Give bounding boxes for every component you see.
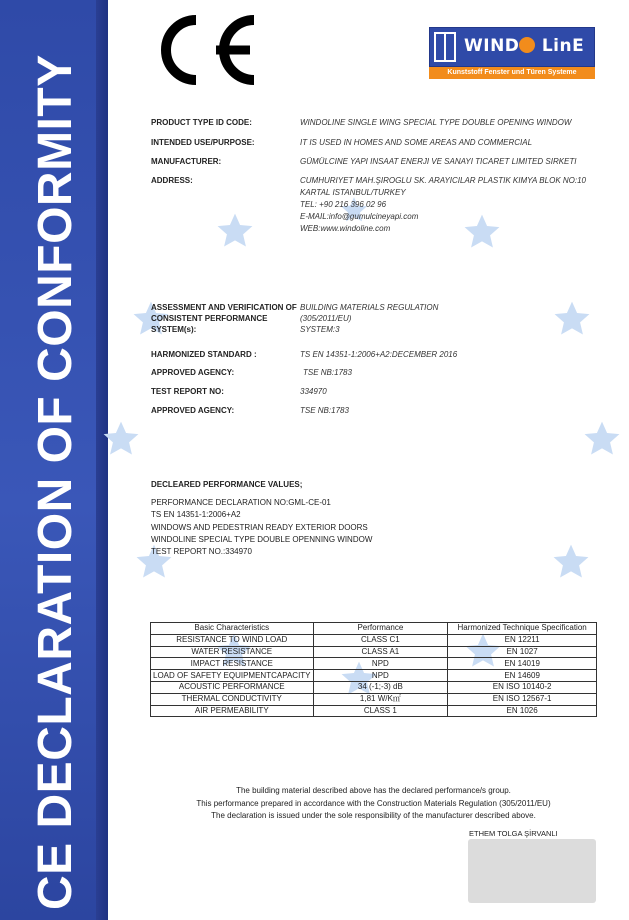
table-cell: AIR PERMEABILITY [151,705,314,717]
table-row [151,646,597,658]
performance-table [150,622,597,717]
footer-line: The building material described above has the declared performance/s group. [236,786,511,795]
table-cell: THERMAL CONDUCTIVITY [151,693,314,705]
table-cell: EN 1026 [448,705,597,717]
assessment-label-1: ASSESSMENT AND VERIFICATION OF [151,303,297,312]
test-report-label: TEST REPORT NO: [151,387,224,396]
table-row [151,634,597,646]
windoline-logo [429,27,595,79]
window-icon [434,32,456,62]
table-cell: EN 12211 [448,634,597,646]
declared-lines [151,497,372,558]
side-title: CE DECLARATION OF CONFORMITY [29,54,82,910]
table-cell: WATER RESISTANCE [151,646,314,658]
table-cell: EN 14019 [448,658,597,670]
intended-use-label: INTENDED USE/PURPOSE: [151,138,255,147]
table-row [151,681,597,693]
declared-heading: DECLEARED PERFORMANCE VALUES; [151,480,303,489]
test-report-value: 334970 [300,387,327,396]
side-band [0,0,108,920]
logo-box [429,27,595,67]
table-cell: EN ISO 12567-1 [448,693,597,705]
footer-line: The declaration is issued under the sole responsibility of the manufacturer described above. [211,811,536,820]
assessment-label-3: SYSTEM(s): [151,325,197,334]
type-id-label: PRODUCT TYPE ID CODE: [151,118,252,127]
address-line1: CUMHURIYET MAH.ŞIROGLU SK. ARAYICILAR PLASTIK KIMYA BLOK NO:10 [300,176,586,185]
table-cell: ACOUSTIC PERFORMANCE [151,681,314,693]
manufacturer-value: GÜMÜLCINE YAPI INSAAT ENERJI VE SANAYI TICARET LIMITED SIRKETI [300,157,577,166]
declared-line: TEST REPORT NO.:334970 [151,547,252,557]
logo-name-suffix: LinE [541,36,585,56]
signer-name: ETHEM TOLGA ŞİRVANLI [469,829,558,838]
table-cell: 34 (-1;-3) dB [313,681,448,693]
logo-name-prefix: WIND [464,36,520,56]
table-cell: CLASS 1 [313,705,448,717]
assessment-value-1: BUILDING MATERIALS REGULATION [300,303,439,312]
footer-line: This performance prepared in accordance with the Construction Materials Regulation (305/2011/EU) [196,798,551,808]
star-icon [583,420,621,458]
table-cell: NPD [313,658,448,670]
declared-line: WINDOWS AND PEDESTRIAN READY EXTERIOR DOORS [151,522,368,532]
approved-agency-value: TSE NB:1783 [303,368,352,377]
table-cell: IMPACT RESISTANCE [151,658,314,670]
address-tel: TEL: +90 216 396 02 96 [300,200,387,209]
harmonized-value: TS EN 14351-1:2006+A2:DECEMBER 2016 [300,350,458,359]
table-cell: LOAD OF SAFETY EQUIPMENTCAPACITY [151,670,314,682]
table-cell: NPD [313,670,448,682]
logo-o-circle [519,37,535,53]
star-icon [216,212,254,250]
table-cell: EN 1027 [448,646,597,658]
table-cell: EN 14609 [448,670,597,682]
type-id-value: WINDOLINE SINGLE WING SPECIAL TYPE DOUBLE OPENING WINDOW [300,118,572,127]
star-icon [463,213,501,251]
declared-line: WINDOLINE SPECIAL TYPE DOUBLE OPENNING WINDOW [151,534,373,544]
address-label: ADDRESS: [151,176,193,185]
table-cell: CLASS A1 [313,646,448,658]
address-web[interactable]: WEB:www.windoline.com [300,224,391,233]
declared-line: TS EN 14351-1:2006+A2 [151,510,241,520]
signature-box [468,839,596,903]
approved-agency-label: APPROVED AGENCY: [151,368,235,377]
table-cell: RESISTANCE TO WIND LOAD [151,634,314,646]
table-cell: EN ISO 10140-2 [448,681,597,693]
logo-name [464,36,584,60]
address-line2: KARTAL ISTANBUL/TURKEY [300,188,406,197]
table-header: Basic Characteristics [151,623,314,635]
table-row [151,693,597,705]
star-icon [102,420,140,458]
table-header-row [151,623,597,635]
harmonized-label: HARMONIZED STANDARD : [151,350,257,359]
manufacturer-label: MANUFACTURER: [151,157,222,166]
table-header: Performance [313,623,448,635]
table-cell: CLASS C1 [313,634,448,646]
footer-statement [150,785,597,823]
approved-agency-label-2: APPROVED AGENCY: [151,406,235,415]
intended-use-value: IT IS USED IN HOMES AND SOME AREAS AND COMMERCIAL [300,138,533,147]
table-cell: 1,81 W/K㎡ [313,693,448,705]
table-row [151,670,597,682]
ce-mark-icon [148,14,260,86]
star-icon [553,300,591,338]
address-email[interactable]: E-MAIL:info@gumulcineyapi.com [300,212,419,221]
table-row [151,705,597,717]
assessment-value-2: (305/2011/EU) [300,314,352,323]
logo-tagline: Kunststoff Fenster und Türen Systeme [429,67,595,79]
side-band-stripe [96,0,108,920]
assessment-label-2: CONSISTENT PERFORMANCE [151,314,268,323]
approved-agency-value-2: TSE NB:1783 [300,406,349,415]
table-row [151,658,597,670]
assessment-value-3: SYSTEM:3 [300,325,340,334]
star-icon [552,543,590,581]
table-header: Harmonized Technique Specification [448,623,597,635]
declared-line: PERFORMANCE DECLARATION NO:GML-CE-01 [151,498,331,507]
